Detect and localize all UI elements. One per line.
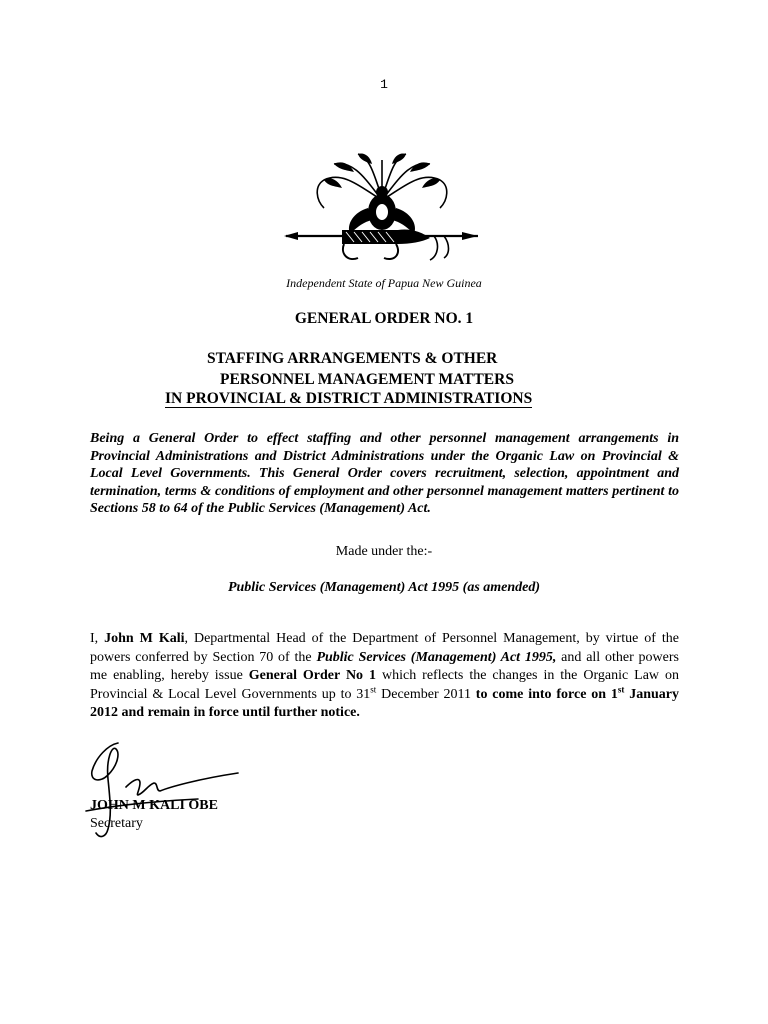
order-number: GENERAL ORDER NO. 1 bbox=[294, 310, 474, 327]
force-clause-1: to come into force on 1 bbox=[475, 686, 618, 702]
issuance-paragraph bbox=[90, 630, 679, 723]
signatory-title: Secretary bbox=[90, 816, 143, 831]
title-line-2: PERSONNEL MANAGEMENT MATTERS bbox=[220, 371, 514, 388]
issuer-name: John M Kali bbox=[104, 631, 185, 646]
act-reference: Public Services (Management) Act 1995, bbox=[316, 649, 557, 665]
page-number: 1 bbox=[380, 77, 388, 92]
body-text-1: I, bbox=[90, 631, 105, 646]
order-reference: General Order No 1 bbox=[248, 668, 377, 684]
title-line-1: STAFFING ARRANGEMENTS & OTHER bbox=[207, 350, 498, 367]
force-clause-2: January 2012 and remain in force until further notice. bbox=[90, 686, 679, 721]
ordinal-suffix-2: st bbox=[617, 684, 625, 695]
made-under-label: Made under the:- bbox=[335, 544, 433, 559]
bird-of-paradise-emblem-icon bbox=[284, 150, 480, 268]
body-text-5: December 2011 bbox=[376, 686, 476, 702]
body-text-3: and all other powers me enabling, hereby issue bbox=[90, 649, 679, 684]
title-line-3 bbox=[0, 390, 768, 408]
body-text-4: which reflects the changes in the Organic Law on Provincial & Local Level Governments up to 31 bbox=[90, 668, 679, 702]
title-line-3-text: IN PROVINCIAL & DISTRICT ADMINISTRATIONS bbox=[165, 390, 533, 407]
act-name: Public Services (Management) Act 1995 (as amended) bbox=[227, 580, 541, 595]
ordinal-suffix-1: st bbox=[370, 684, 377, 695]
state-name: Independent State of Papua New Guinea bbox=[286, 276, 482, 290]
intro-paragraph: Being a General Order to effect staffing and other personnel management arrangements in Provincial Administrations and District Administrations under the Organic Law on Provincial & Local Level Governments. This General Order covers recruitment, selection, appointment and termination, terms & conditions of employment and other personnel management matters pertinent to Sections 58 to 64 of the Public Services (Management) Act. bbox=[90, 431, 679, 516]
signatory-name: JOHN M KALI OBE bbox=[90, 798, 218, 813]
body-text-2: , Departmental Head of the Department of Personnel Management, by virtue of the powers conferred by Section 70 of the bbox=[90, 631, 679, 665]
